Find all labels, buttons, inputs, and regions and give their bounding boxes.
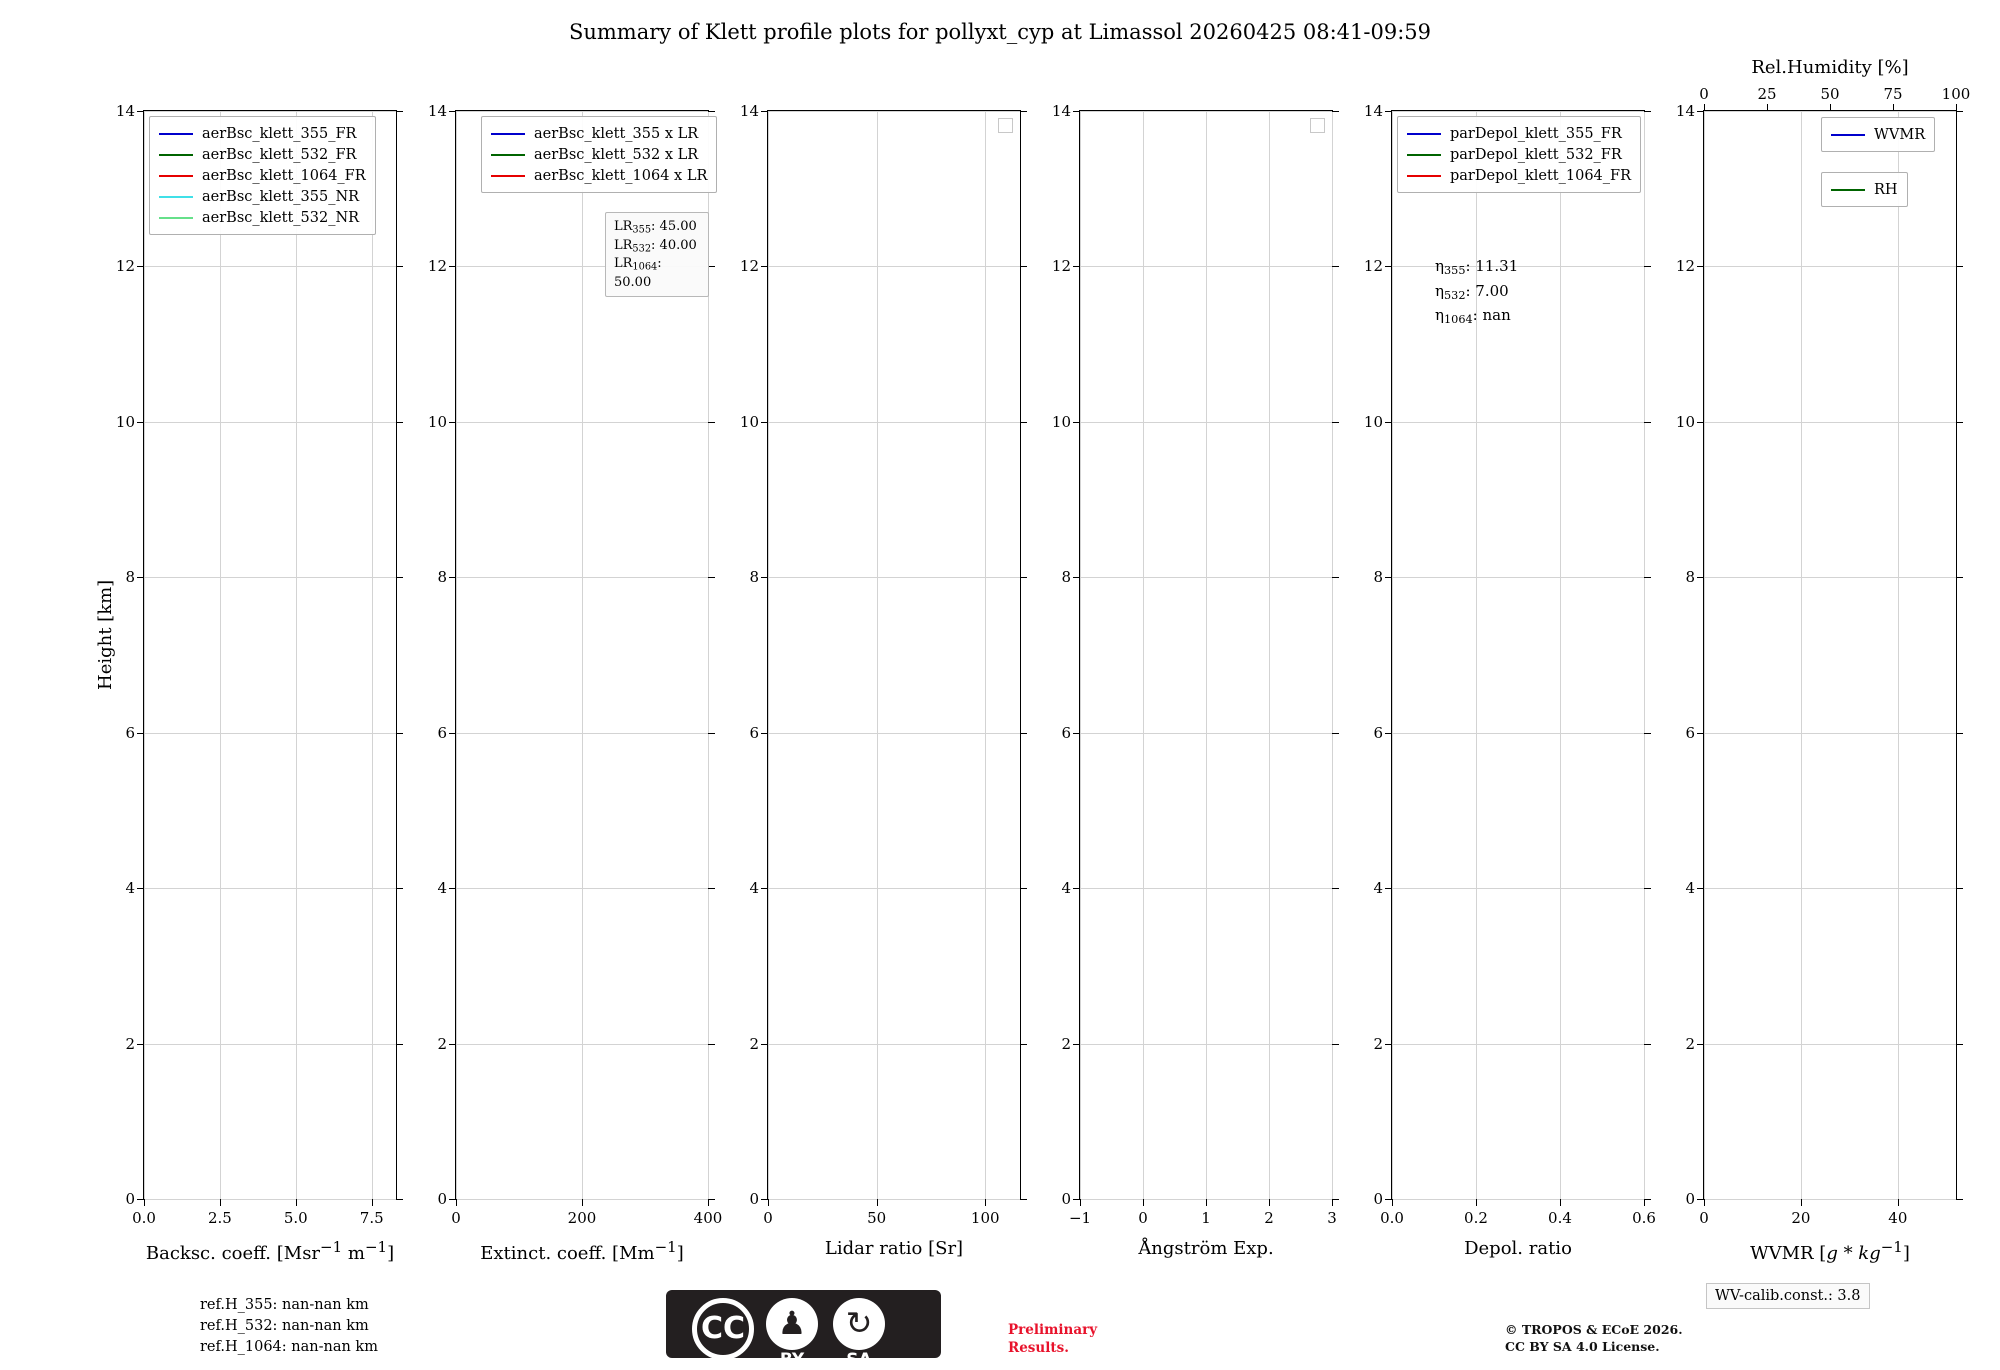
ytick-label: 0 [1373, 1190, 1383, 1208]
ytick-label: 4 [1373, 879, 1383, 898]
cc-by-label: BY [779, 1350, 805, 1370]
xtick-label: 0.6 [1632, 1209, 1656, 1227]
ytick-label: 4 [437, 879, 447, 898]
legend-label: aerBsc_klett_1064 x LR [534, 167, 708, 184]
legend-extinction [481, 116, 717, 193]
ytick-label: 2 [437, 1034, 447, 1053]
panel-wvmr-rh [1675, 57, 1971, 1264]
ytick-label: 10 [115, 412, 135, 431]
ref-h-1064: ref.H_1064: nan-nan km [200, 1339, 378, 1356]
xtick-label: 0 [1699, 1209, 1709, 1227]
empty-legend-box [998, 118, 1013, 133]
ref-h-355: ref.H_355: nan-nan km [200, 1297, 369, 1313]
legend-swatch [491, 133, 525, 135]
ytick-label: 12 [427, 257, 447, 276]
ytick-label: 4 [749, 879, 759, 898]
ytick-label: 2 [749, 1034, 759, 1053]
ytick-label: 4 [1061, 879, 1071, 898]
legend-item [491, 165, 707, 186]
ytick-label: 2 [125, 1034, 135, 1053]
legend-item [1407, 165, 1631, 186]
ytick-label: 0 [437, 1190, 447, 1208]
xtick-label: 50 [867, 1209, 887, 1227]
legend-label: parDepol_klett_1064_FR [1450, 167, 1632, 184]
legend-label: aerBsc_klett_532_NR [202, 209, 360, 226]
legend-backscatter [149, 116, 376, 235]
xtick-label: 40 [1888, 1209, 1908, 1227]
xtick-label: 100 [970, 1209, 1000, 1227]
xtick-label: 0 [451, 1209, 461, 1227]
ytick-label: 2 [1685, 1034, 1695, 1053]
legend-label: RH [1874, 181, 1898, 198]
plot-area-angstrom [1051, 102, 1337, 1227]
legend-item [159, 207, 366, 228]
xtick-label: 0.0 [132, 1209, 156, 1227]
ytick-label: 14 [115, 102, 135, 120]
xtick-label: 400 [693, 1209, 723, 1227]
legend-label: aerBsc_klett_532 x LR [534, 146, 699, 163]
top-xtick-label: 0 [1699, 85, 1709, 103]
ytick-label: 12 [1051, 257, 1071, 276]
panel-extinction [427, 102, 723, 1264]
legend-swatch [1407, 154, 1441, 156]
legend-swatch [159, 217, 193, 219]
cc-by-person-icon: ♟ [766, 1298, 818, 1350]
xtick-label: 0.0 [1380, 1209, 1404, 1227]
ytick-label: 10 [739, 412, 759, 431]
legend-item [1831, 179, 1898, 200]
legend-swatch [1831, 134, 1865, 136]
xtick-label: 2.5 [207, 1209, 232, 1227]
legend-item [1407, 123, 1631, 144]
legend-label: WVMR [1874, 126, 1926, 143]
x-axis-label-backscatter: Backsc. coeff. [Msr$^{-1}$ $m^{-1}$] [145, 1238, 395, 1264]
x-axis-label-lidar-ratio: Lidar ratio [Sr] [824, 1238, 964, 1259]
cc-sa-share-alike-icon: ↻ [833, 1298, 885, 1350]
ytick-label: 0 [1061, 1190, 1071, 1208]
xtick-label: 0.2 [1464, 1209, 1488, 1227]
empty-legend-box [1310, 118, 1325, 133]
preliminary-results-note [1008, 1322, 1097, 1357]
ytick-label: 6 [1373, 723, 1383, 742]
ytick-label: 12 [1675, 257, 1695, 276]
legend-label: aerBsc_klett_355_NR [202, 188, 360, 205]
ytick-label: 8 [125, 568, 135, 587]
legend-item [491, 123, 707, 144]
legend-swatch [159, 133, 193, 135]
legend-swatch [491, 154, 525, 156]
lr-355: $LR_{355}$: 45.00 [614, 219, 697, 236]
ytick-label: 8 [1061, 568, 1071, 587]
preliminary-line-1: Preliminary [1008, 1322, 1098, 1338]
legend-item [159, 144, 366, 165]
xtick-label: 2 [1264, 1209, 1274, 1227]
ytick-label: 0 [749, 1190, 759, 1208]
legend-item [1407, 144, 1631, 165]
ytick-label: 14 [1363, 102, 1383, 120]
ytick-label: 8 [437, 568, 447, 587]
xtick-label: 0 [763, 1209, 773, 1227]
xtick-label: 5.0 [283, 1209, 308, 1227]
x-axis-label-depol-ratio: Depol. ratio [1464, 1238, 1572, 1259]
legend-rh [1821, 172, 1908, 207]
xtick-label: 20 [1791, 1209, 1811, 1227]
copyright-note [1505, 1322, 1683, 1356]
ytick-label: 10 [1363, 412, 1383, 431]
legend-item [159, 123, 366, 144]
plot-area-wvmr-rh [1675, 85, 1971, 1227]
reference-heights-note [200, 1295, 378, 1358]
legend-wvmr [1821, 117, 1935, 152]
legend-depol [1397, 116, 1641, 193]
legend-label: aerBsc_klett_1064_FR [202, 167, 366, 184]
ytick-label: 14 [427, 102, 447, 120]
legend-swatch [1407, 133, 1441, 135]
ytick-label: 8 [1685, 568, 1695, 587]
ytick-label: 4 [1685, 879, 1695, 898]
xtick-label: 200 [567, 1209, 597, 1227]
x-axis-label-angstrom: Ångström Exp. [1138, 1238, 1274, 1259]
copyright-line-1: © TROPOS & ECoE 2026. [1505, 1322, 1683, 1337]
panel-backscatter [115, 102, 397, 1264]
top-xtick-label: 25 [1757, 85, 1777, 103]
panel-angstrom [1051, 102, 1337, 1259]
eta-1064: $\eta_{1064}$: nan [1435, 306, 1511, 327]
plot-area-backscatter [115, 102, 397, 1227]
top-axis-label-rh: Rel.Humidity [%] [1751, 57, 1909, 78]
ytick-label: 12 [739, 257, 759, 276]
preliminary-line-2: Results. [1008, 1339, 1069, 1356]
ytick-label: 2 [1061, 1034, 1071, 1053]
plot-area-lidar-ratio [739, 102, 1021, 1227]
ytick-label: 6 [1685, 723, 1695, 742]
legend-swatch [491, 175, 525, 177]
ytick-label: 0 [1685, 1190, 1695, 1208]
ytick-label: 14 [739, 102, 759, 120]
ytick-label: 6 [125, 723, 135, 742]
ytick-label: 10 [1675, 412, 1695, 431]
ytick-label: 8 [749, 568, 759, 587]
legend-swatch [1831, 189, 1865, 191]
ytick-label: 6 [1061, 723, 1071, 742]
x-axis-label-extinction: Extinct. coeff. $[Mm^{-1}]$ [480, 1238, 684, 1264]
xtick-label: 3 [1327, 1209, 1337, 1227]
xtick-label: 0.4 [1548, 1209, 1572, 1227]
eta-532: $\eta_{532}$: 7.00 [1435, 281, 1509, 302]
legend-label: aerBsc_klett_532_FR [202, 146, 357, 163]
legend-item [159, 186, 366, 207]
cc-icon: CC [692, 1298, 754, 1360]
ytick-label: 8 [1373, 568, 1383, 587]
legend-label: aerBsc_klett_355 x LR [534, 125, 699, 142]
legend-swatch [159, 154, 193, 156]
top-xtick-label: 100 [1941, 85, 1971, 103]
xtick-label: 0 [1138, 1209, 1148, 1227]
page-title: Summary of Klett profile plots for pollyxt_cyp at Limassol 20260425 08:41-09:59 [568, 20, 1431, 44]
lr-1064: $LR_{1064}$: 50.00 [614, 256, 662, 290]
ytick-label: 12 [1363, 257, 1383, 276]
ytick-label: 10 [1051, 412, 1071, 431]
top-xtick-label: 75 [1883, 85, 1903, 103]
top-xtick-label: 50 [1820, 85, 1840, 103]
legend-swatch [159, 196, 193, 198]
legend-label: aerBsc_klett_355_FR [202, 125, 357, 142]
ytick-label: 0 [125, 1190, 135, 1208]
legend-swatch [1407, 175, 1441, 177]
ytick-label: 6 [437, 723, 447, 742]
ytick-label: 14 [1051, 102, 1071, 120]
creative-commons-badge [666, 1290, 941, 1370]
lr-532: $LR_{532}$: 40.00 [614, 237, 697, 255]
ytick-label: 10 [427, 412, 447, 431]
cc-sa-label: SA [846, 1350, 872, 1370]
legend-item [159, 165, 366, 186]
eta-355: $\eta_{355}$: 11.31 [1435, 257, 1519, 277]
xtick-label: 1 [1201, 1209, 1211, 1227]
ytick-label: 14 [1675, 102, 1695, 120]
xtick-label: 7.5 [359, 1209, 384, 1227]
lidar-ratio-annotation [605, 212, 709, 297]
copyright-line-2: CC BY SA 4.0 License. [1505, 1338, 1660, 1354]
y-axis-label: Height [km] [95, 579, 116, 690]
panel-lidar-ratio [739, 102, 1021, 1259]
panel-depol-ratio [1363, 102, 1656, 1259]
legend-item [1831, 124, 1925, 145]
ytick-label: 2 [1373, 1034, 1383, 1053]
ref-h-532: ref.H_532: nan-nan km [200, 1318, 369, 1335]
ytick-label: 6 [749, 723, 759, 742]
xtick-label: −1 [1068, 1209, 1092, 1227]
legend-label: parDepol_klett_355_FR [1450, 125, 1622, 142]
eta-annotation [1435, 255, 1518, 329]
ytick-label: 12 [115, 257, 135, 276]
legend-label: parDepol_klett_532_FR [1450, 146, 1622, 163]
ytick-label: 4 [125, 879, 135, 898]
legend-swatch [159, 175, 193, 177]
legend-item [491, 144, 707, 165]
wv-calibration-constant-note: WV-calib.const.: 3.8 [1706, 1283, 1870, 1309]
x-axis-label-wvmr: WVMR $[g * kg^{-1}]$ [1750, 1238, 1910, 1264]
